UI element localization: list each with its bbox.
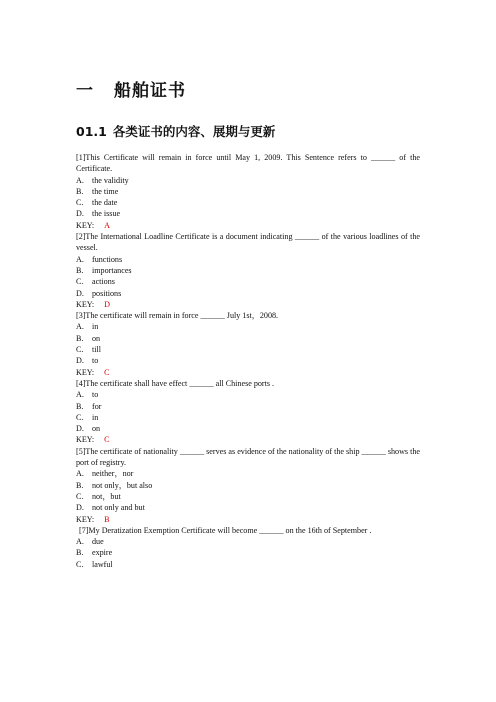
option-letter: D. (76, 503, 84, 513)
key-label: KEY: (76, 220, 95, 230)
question-list (76, 152, 420, 570)
answer-option (76, 412, 420, 423)
answer-option (76, 480, 420, 491)
question-text: [5]The certificate of nationality ______ serves as evidence of the nationality of the ship ______ shows the port of registry. (76, 446, 420, 468)
option-letter: C. (76, 277, 84, 287)
chapter-number: 一 (76, 81, 94, 101)
key-answer: B (104, 514, 110, 524)
option-letter: D. (76, 209, 84, 219)
option-text: to (92, 390, 99, 400)
answer-option (76, 468, 420, 479)
option-text: the time (92, 186, 119, 196)
section-number: 01.1 (76, 124, 107, 139)
option-letter: A. (76, 175, 84, 185)
key-answer: C (104, 435, 110, 445)
answer-key (76, 514, 420, 525)
answer-option (76, 175, 420, 186)
option-letter: B. (76, 265, 84, 275)
option-text: actions (92, 277, 115, 287)
answer-key (76, 299, 420, 310)
answer-key (76, 434, 420, 445)
key-label: KEY: (76, 514, 95, 524)
option-letter: C. (76, 559, 84, 569)
answer-option (76, 423, 420, 434)
chapter-title: 船舶证书 (114, 81, 186, 101)
answer-option (76, 502, 420, 513)
option-text: on (92, 333, 101, 343)
option-text: in (92, 412, 99, 422)
question-text: [2]The International Loadline Certificate is a document indicating ______ of the various loadlines of the vessel. (76, 232, 420, 253)
option-text: the issue (92, 209, 121, 219)
section-title: 各类证书的内容、展期与更新 (112, 124, 276, 139)
option-text: positions (92, 288, 122, 298)
option-letter: B. (76, 401, 84, 411)
question-block (76, 152, 420, 231)
answer-option (76, 389, 420, 400)
option-letter: D. (76, 424, 84, 434)
option-text: for (92, 401, 102, 411)
question-text: [3]The certificate will remain in force ______ July 1st，2008. (76, 311, 279, 321)
option-letter: B. (76, 333, 84, 343)
option-text: not only and but (92, 503, 145, 513)
option-text: not only，but also (92, 480, 153, 490)
option-letter: A. (76, 469, 84, 479)
answer-option (76, 559, 420, 570)
option-letter: B. (76, 548, 84, 558)
answer-option (76, 276, 420, 287)
question-text: [4]The certificate shall have effect ______ all Chinese ports . (76, 378, 275, 388)
option-text: the validity (92, 175, 129, 185)
question-block (76, 231, 420, 310)
option-text: functions (92, 254, 123, 264)
answer-option (76, 197, 420, 208)
answer-option (76, 254, 420, 265)
option-letter: B. (76, 186, 84, 196)
answer-option (76, 536, 420, 547)
option-text: on (92, 424, 101, 434)
option-text: in (92, 322, 99, 332)
option-text: not，but (92, 491, 121, 501)
answer-option (76, 355, 420, 366)
option-letter: A. (76, 537, 84, 547)
key-answer: C (104, 367, 110, 377)
answer-option (76, 333, 420, 344)
option-letter: D. (76, 356, 84, 366)
question-text: [1]This Certificate will remain in force until May 1, 2009. This Sentence refers to ______ of the Certificate. (76, 153, 420, 174)
question-text: [7]My Deratization Exemption Certificate will become ______ on the 16th of September . (79, 525, 372, 535)
answer-option (76, 186, 420, 197)
option-letter: C. (76, 198, 84, 208)
answer-key (76, 367, 420, 378)
option-text: lawful (92, 559, 113, 569)
answer-option (76, 288, 420, 299)
option-text: expire (92, 548, 113, 558)
question-block (76, 525, 420, 570)
option-letter: C. (76, 345, 84, 355)
key-label: KEY: (76, 299, 95, 309)
answer-option (76, 491, 420, 502)
key-label: KEY: (76, 435, 95, 445)
option-text: due (92, 537, 104, 547)
option-letter: C. (76, 412, 84, 422)
answer-key (76, 220, 420, 231)
option-text: importances (92, 265, 132, 275)
option-letter: A. (76, 254, 84, 264)
answer-option (76, 547, 420, 558)
question-block (76, 310, 420, 378)
answer-option (76, 208, 420, 219)
option-letter: C. (76, 491, 84, 501)
answer-option (76, 265, 420, 276)
option-text: till (92, 345, 101, 355)
option-letter: D. (76, 288, 84, 298)
option-letter: A. (76, 390, 84, 400)
question-block (76, 378, 420, 446)
question-block (76, 446, 420, 525)
option-letter: B. (76, 480, 84, 490)
section-heading (76, 122, 420, 142)
key-label: KEY: (76, 367, 95, 377)
option-text: neither，nor (92, 469, 134, 479)
chapter-heading (76, 0, 420, 104)
option-text: to (92, 356, 99, 366)
option-text: the date (92, 198, 118, 208)
key-answer: D (104, 299, 110, 309)
answer-option (76, 321, 420, 332)
option-letter: A. (76, 322, 84, 332)
answer-option (76, 344, 420, 355)
answer-option (76, 401, 420, 412)
key-answer: A (104, 220, 110, 230)
